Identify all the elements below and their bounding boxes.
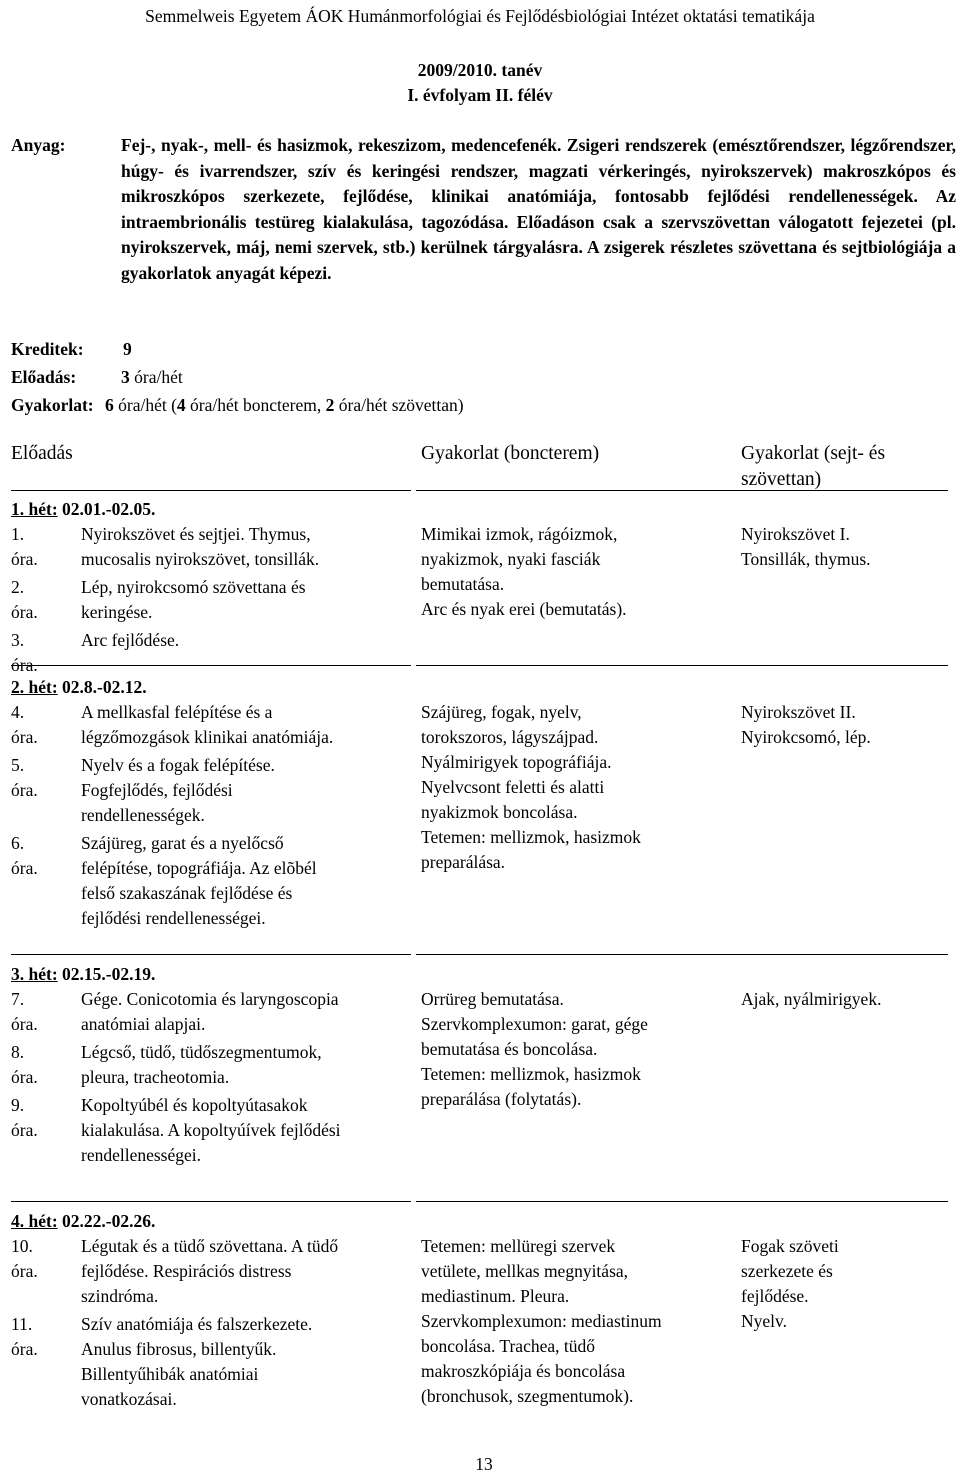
dissection-practice-line: preparálása.: [421, 852, 506, 872]
histology-practice: [741, 987, 881, 1012]
lecture-number: 6. óra.: [11, 833, 38, 878]
lecture-hours-unit: óra/hét: [129, 367, 183, 387]
practice-hours-label: Gyakorlat:: [11, 395, 94, 415]
dissection-practice-line: (bronchusok, szegmentumok).: [421, 1386, 634, 1406]
dissection-practice-line: Tetemen: mellizmok, hasizmok: [421, 1064, 641, 1084]
week-title: [11, 1209, 155, 1234]
dissection-practice-line: bemutatása és boncolása.: [421, 1039, 598, 1059]
lecture-number: 1. óra.: [11, 524, 38, 569]
week-title: [11, 675, 147, 700]
week-separator-rule: [736, 1201, 948, 1202]
lecture-title-continued: mucosalis nyirokszövet, tonsillák.: [81, 549, 320, 569]
document-header: Semmelweis Egyetem ÁOK Humánmorfológiai és Fejlődésbiológiai Intézet oktatási tematikája: [145, 6, 815, 26]
histology-practice-line: Nyirokszövet I.: [741, 524, 850, 544]
lecture-number: 2. óra.: [11, 577, 38, 622]
dissection-practice: [421, 987, 648, 1112]
lecture-title: Kopoltyúbél és kopoltyútasakok: [81, 1095, 308, 1115]
week-separator-rule: [416, 954, 736, 955]
week-separator-rule: [11, 954, 411, 955]
lecture-title-continued: rendellenességei.: [81, 1145, 202, 1165]
credits-block: [11, 335, 464, 419]
week-separator-rule: [736, 954, 948, 955]
lecture-title-continued: vonatkozásai.: [81, 1389, 177, 1409]
lecture-number: 7. óra.: [11, 989, 38, 1034]
week-dates: 02.15.-02.19.: [57, 964, 156, 984]
dissection-practice-line: Nyálmirigyek topográfiája.: [421, 752, 612, 772]
histology-practice-line: fejlődése.: [741, 1286, 809, 1306]
dissection-practice-line: Tetemen: mellizmok, hasizmok: [421, 827, 641, 847]
column-header-histology-line2: szövettan): [741, 469, 822, 490]
week-dates: 02.8.-02.12.: [57, 677, 147, 697]
dissection-practice-line: Szervkomplexumon: garat, gége: [421, 1014, 648, 1034]
lecture-number: 4. óra.: [11, 702, 38, 747]
lecture-title-continued: kialakulása. A kopoltyúívek fejlődési: [81, 1120, 341, 1140]
week-title: [11, 962, 155, 987]
lecture-title-continued: fejlődése. Respirációs distress: [81, 1261, 292, 1281]
week-separator-rule: [736, 665, 948, 666]
header-rule: [11, 490, 411, 491]
lecture-title: Szív anatómiája és falszerkezete.: [81, 1314, 313, 1334]
lecture-title-continued: Billentyűhibák anatómiai: [81, 1364, 259, 1384]
histology-practice: [741, 700, 871, 750]
column-header-histology: [741, 441, 885, 493]
histology-practice: [741, 522, 871, 572]
credits-value: 9: [123, 339, 132, 359]
lecture-title: Szájüreg, garat és a nyelőcső: [81, 833, 284, 853]
dissection-practice: [421, 522, 627, 622]
week-number: 3. hét:: [11, 964, 58, 984]
lecture-title-continued: felső szakaszának fejlődése és: [81, 883, 293, 903]
histology-practice-line: Fogak szöveti: [741, 1236, 839, 1256]
dissection-practice-line: boncolása. Trachea, tüdő: [421, 1336, 595, 1356]
lecture-number: 10. óra.: [11, 1236, 38, 1281]
lecture-title: Gége. Conicotomia és laryngoscopia: [81, 989, 339, 1009]
lecture-title: Arc fejlődése.: [81, 630, 180, 650]
histology-practice-line: Nyelv.: [741, 1311, 788, 1331]
column-header-histology-line1: Gyakorlat (sejt- és: [741, 443, 886, 464]
lecture-number: 9. óra.: [11, 1095, 38, 1140]
header-rule: [416, 490, 736, 491]
lecture-number: 3. óra.: [11, 630, 38, 675]
week-dates: 02.01.-02.05.: [57, 499, 156, 519]
practice-hours-value: 6: [105, 395, 114, 415]
dissection-practice-line: nyakizmok, nyaki fasciák: [421, 549, 601, 569]
histology-practice-line: Ajak, nyálmirigyek.: [741, 989, 882, 1009]
week-number: 2. hét:: [11, 677, 58, 697]
lecture-title-continued: légzőmozgások klinikai anatómiája.: [81, 727, 334, 747]
practice-hours-text-2: óra/hét boncterem,: [185, 395, 326, 415]
lecture-number: 8. óra.: [11, 1042, 38, 1087]
lecture-hours-value: 3: [121, 367, 130, 387]
lecture-title: Lép, nyirokcsomó szövettana és: [81, 577, 306, 597]
dissection-practice-line: mediastinum. Pleura.: [421, 1286, 570, 1306]
week-title: [11, 497, 155, 522]
academic-year: 2009/2010. tanév: [417, 60, 543, 80]
dissection-practice-line: Arc és nyak erei (bemutatás).: [421, 599, 627, 619]
semester: I. évfolyam II. félév: [407, 85, 553, 105]
dissection-practice: [421, 700, 641, 875]
histology-practice-line: Nyirokszövet II.: [741, 702, 856, 722]
credits-row: [11, 335, 464, 363]
dissection-practice-line: Orrüreg bemutatása.: [421, 989, 564, 1009]
week-separator-rule: [416, 1201, 736, 1202]
lecture-hours-label: Előadás:: [11, 367, 77, 387]
lecture-number: 5. óra.: [11, 755, 38, 800]
dissection-hours-value: 4: [176, 395, 186, 415]
histology-practice-line: Nyirokcsomó, lép.: [741, 727, 871, 747]
dissection-practice-line: preparálása (folytatás).: [421, 1089, 582, 1109]
header-rule: [736, 490, 948, 491]
histology-hours-value: 2: [325, 395, 335, 415]
page-number: 13: [475, 1454, 493, 1474]
lecture-title-continued: keringése.: [81, 602, 153, 622]
lecture-title-continued: fejlődési rendellenességei.: [81, 908, 266, 928]
lecture-title: Nyirokszövet és sejtjei. Thymus,: [81, 524, 311, 544]
histology-practice: [741, 1234, 839, 1334]
week-separator-rule: [11, 665, 411, 666]
dissection-practice-line: Szájüreg, fogak, nyelv,: [421, 702, 582, 722]
week-number: 4. hét:: [11, 1211, 58, 1231]
lecture-number: 11. óra.: [11, 1314, 38, 1359]
week-separator-rule: [416, 665, 736, 666]
week-number: 1. hét:: [11, 499, 58, 519]
dissection-practice-line: Nyelvcsont feletti és alatti: [421, 777, 605, 797]
lecture-title-continued: rendellenességek.: [81, 805, 205, 825]
lecture-title: A mellkasfal felépítése és a: [81, 702, 273, 722]
practice-hours-text-3: óra/hét szövettan): [334, 395, 464, 415]
dissection-practice-line: Szervkomplexumon: mediastinum: [421, 1311, 662, 1331]
histology-practice-line: szerkezete és: [741, 1261, 833, 1281]
anyag-label: Anyag:: [11, 135, 66, 155]
lecture-title-continued: anatómiai alapjai.: [81, 1014, 206, 1034]
dissection-practice: [421, 1234, 662, 1409]
credits-label: Kreditek:: [11, 339, 84, 359]
lecture-title: Légutak és a tüdő szövettana. A tüdő: [81, 1236, 339, 1256]
practice-hours-text-1: óra/hét (: [113, 395, 177, 415]
practice-hours-row: [11, 391, 464, 419]
lecture-title-continued: felépítése, topográfiája. Az elõbél: [81, 858, 317, 878]
week-separator-rule: [11, 1201, 411, 1202]
dissection-practice-line: torokszoros, lágyszájpad.: [421, 727, 599, 747]
lecture-title-continued: Anulus fibrosus, billentyűk.: [81, 1339, 277, 1359]
dissection-practice-line: makroszkópiája és boncolása: [421, 1361, 626, 1381]
dissection-practice-line: bemutatása.: [421, 574, 505, 594]
dissection-practice-line: nyakizmok boncolása.: [421, 802, 578, 822]
lecture-title-continued: pleura, tracheotomia.: [81, 1067, 230, 1087]
lecture-hours-row: [11, 363, 464, 391]
histology-practice-line: Tonsillák, thymus.: [741, 549, 871, 569]
week-dates: 02.22.-02.26.: [57, 1211, 156, 1231]
column-header-dissection: Gyakorlat (boncterem): [421, 443, 600, 464]
lecture-title-continued: szindróma.: [81, 1286, 159, 1306]
academic-year-block: [0, 58, 960, 108]
lecture-title-continued: Fogfejlődés, fejlődési: [81, 780, 233, 800]
column-header-lecture: Előadás: [11, 443, 73, 464]
dissection-practice-line: vetülete, mellkas megnyitása,: [421, 1261, 629, 1281]
anyag-description: Fej-, nyak-, mell- és hasizmok, rekeszizom, medencefenék. Zsigeri rendszerek (emésztőrendszer, légzőrendszer, húgy- és ivarrendszer, szív és keringési rendszer, magzati vérkeringés, nyirokszervek) makroszkópos és mikroszkópos szerkezete, fejlődése, klinikai anatómiája, fontosabb fejlődési rendellenességek. Az intraembrionális testüreg kialakulása, tagozódása. Előadáson csak a szervszövettan válogatott fejezetei (pl. nyirokszervek, máj, nemi szervek, stb.) kerülnek tárgyalásra. A zsigerek részletes szövettana és sejtbiológiája a gyakorlatok anyagát képezi.: [121, 135, 956, 283]
dissection-practice-line: Tetemen: mellüregi szervek: [421, 1236, 616, 1256]
dissection-practice-line: Mimikai izmok, rágóizmok,: [421, 524, 618, 544]
lecture-title: Légcső, tüdő, tüdőszegmentumok,: [81, 1042, 322, 1062]
lecture-title: Nyelv és a fogak felépítése.: [81, 755, 275, 775]
